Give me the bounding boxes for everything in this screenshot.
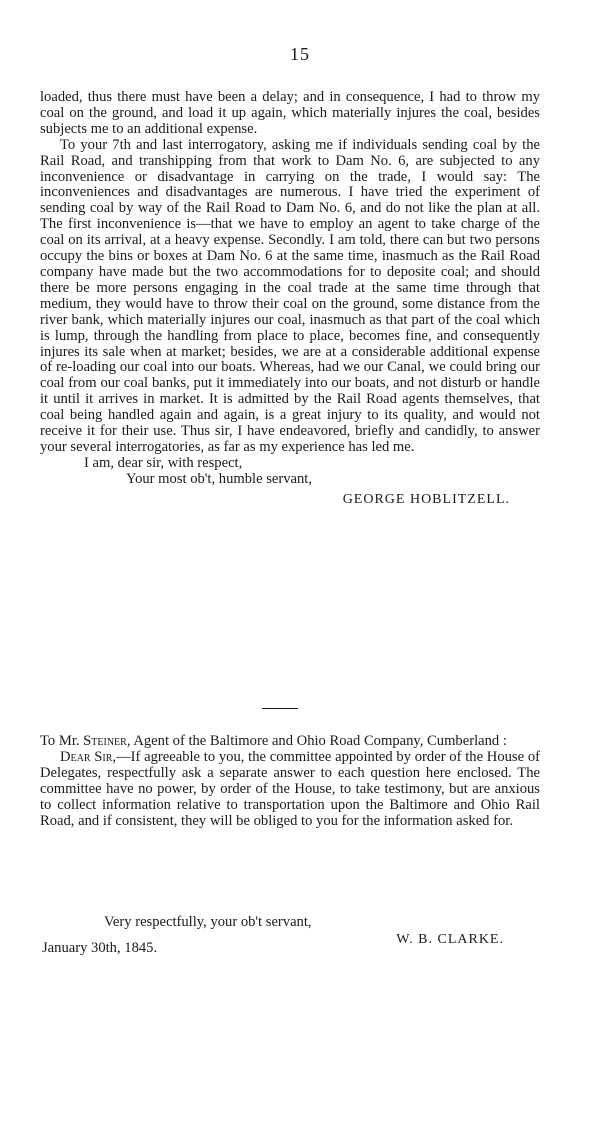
section-divider <box>262 708 298 709</box>
signoff-line: I am, dear sir, with respect, <box>84 454 243 471</box>
address-line <box>40 734 540 750</box>
paragraph: loaded, thus there must have been a delay; and in consequence, I had to throw my coal on the ground, and load it up again, which materially injures the coal, besides subjects me to an additional expense. <box>40 89 540 137</box>
address-rest: , Agent of the Baltimore and Ohio Road Company, Cumberland : <box>126 733 507 749</box>
paragraph: To your 7th and last interrogatory, asking me if individuals sending coal by the Rail Road, and transhipping from that work to Dam No. 6, are subjected to any inconvenience or disadvantage in carrying on the trade, I would say: The inconveniences and disadvantages are numerous. I have tried the experiment of sending coal by way of the Rail Road to Dam No. 6, and do not like the plan at all. The first inconvenience is—that we have to employ an agent to take charge of the coal on its arrival, at a heavy expense. Secondly. I am told, there can but two persons occupy the bins or boxes at Dam No. 6 at the same time, inasmuch as the Rail Road company have made but the two accommodations for to deposite coal; and should there be more persons engaging in the coal trade at the same time through that medium, they would have to throw their coal on the ground, some distance from the river bank, which materially injures our coal, inasmuch as that part of the coal which is lump, through the handling from place to place, becomes fine, and consequently injures its sale when at market; besides, we are at a considerable additional expense of re-loading our coal into our boats. Whereas, had we our Canal, we could bring our coal from our coal banks, put it immediately into our boats, and not disturb or handle it until it arrives in market. It is admitted by the Rail Road agents themselves, that coal being handled again and again, is a great injury to its quality, and would not receive it for their use. Thus sir, I have endeavored, briefly and candidly, to answer your several interrogatories, as far as my experience has led me. <box>40 136 540 455</box>
page-number: 15 <box>290 44 310 64</box>
signature: W. B. CLARKE. <box>396 932 504 947</box>
body-text: —If agreeable to you, the committee appointed by order of the House of Delegates, respectfully ask a separate answer to each question here enclosed. The committee have no power, by order of the House, to take testimony, but are anxious to collect information relative to transportation upon the Baltimore and Ohio Rail Road, and if consistent, they will be obliged to you for the information asked for. <box>40 748 541 829</box>
paragraph <box>40 750 540 830</box>
salutation: Dear Sir, <box>60 748 117 765</box>
closing-block <box>40 914 540 974</box>
letter-hoblitzell <box>40 90 540 508</box>
address-to: To Mr. <box>40 733 84 749</box>
closing-line: Very respectfully, your ob't servant, <box>104 914 312 930</box>
letter-clarke <box>40 734 540 829</box>
signoff-line: Your most ob't, humble servant, <box>126 470 312 487</box>
address-name: Steiner <box>83 733 127 749</box>
signature: GEORGE HOBLITZELL. <box>342 491 510 507</box>
date: January 30th, 1845. <box>42 940 158 956</box>
